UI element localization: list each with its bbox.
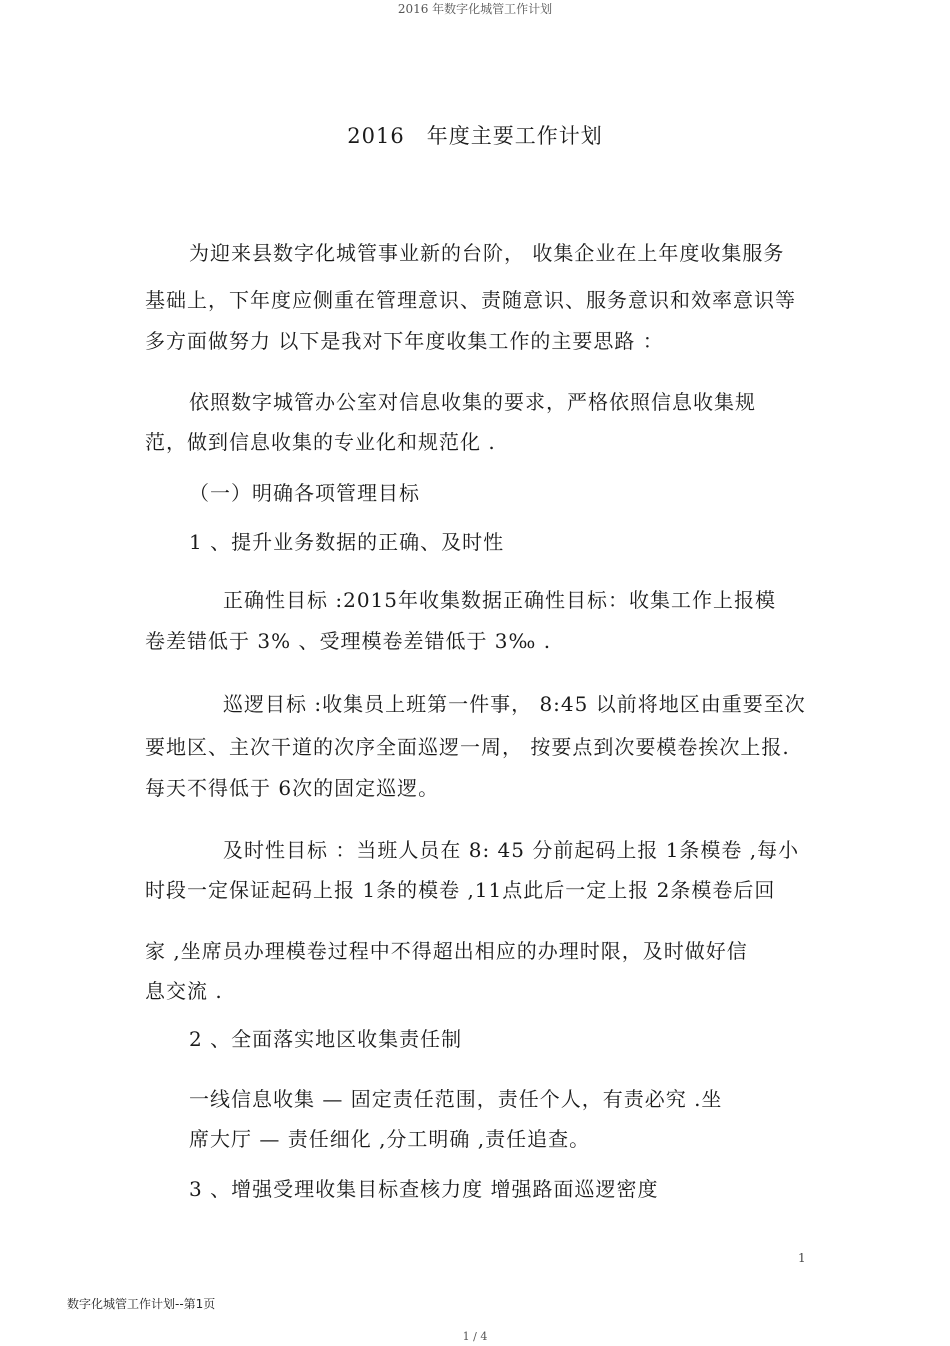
document-title: 2016 年度主要工作计划 bbox=[347, 124, 603, 148]
paragraph-line: 卷差错低于 3% 、受理模卷差错低于 3‰ . bbox=[145, 629, 552, 653]
paragraph-line: 范，做到信息收集的专业化和规范化 . bbox=[145, 430, 496, 454]
page-number: 1 bbox=[798, 1251, 806, 1265]
paragraph-line: 席大厅 — 责任细化 ,分工明确 ,责任追查。 bbox=[189, 1127, 591, 1151]
paragraph-line: 每天不得低于 6次的固定巡逻。 bbox=[145, 776, 440, 800]
running-header: 2016 年数字化城管工作计划 bbox=[397, 2, 553, 16]
pagination-indicator: 1 / 4 bbox=[462, 1330, 488, 1343]
paragraph-line: 要地区、主次干道的次序全面巡逻一周， 按要点到次要模卷挨次上报. bbox=[145, 735, 790, 759]
subsection-heading: 1 、提升业务数据的正确、及时性 bbox=[189, 530, 505, 554]
footer-label: 数字化城管工作计划--第1页 bbox=[67, 1297, 216, 1311]
paragraph-line: 家 ,坐席员办理模卷过程中不得超出相应的办理时限，及时做好信 bbox=[145, 939, 748, 963]
paragraph-line: 正确性目标 :2015年收集数据正确性目标：收集工作上报模 bbox=[223, 588, 776, 612]
paragraph-line: 及时性目标 ：当班人员在 8: 45 分前起码上报 1条模卷 ,每小 bbox=[223, 838, 800, 862]
subsection-heading: 3 、增强受理收集目标查核力度 增强路面巡逻密度 bbox=[189, 1177, 659, 1201]
paragraph-line: 巡逻目标 :收集员上班第一件事， 8:45 以前将地区由重要至次 bbox=[223, 692, 806, 716]
paragraph-line: 为迎来县数字化城管事业新的台阶， 收集企业在上年度收集服务 bbox=[189, 241, 785, 265]
paragraph-line: 息交流 . bbox=[145, 979, 223, 1003]
section-heading: （一）明确各项管理目标 bbox=[189, 481, 420, 505]
paragraph-line: 基础上，下年度应侧重在管理意识、责随意识、服务意识和效率意识等 bbox=[145, 288, 796, 312]
subsection-heading: 2 、全面落实地区收集责任制 bbox=[189, 1027, 463, 1051]
paragraph-line: 依照数字城管办公室对信息收集的要求，严格依照信息收集规 bbox=[189, 390, 756, 414]
paragraph-line: 一线信息收集 — 固定责任范围，责任个人，有责必究 .坐 bbox=[189, 1087, 723, 1111]
paragraph-line: 时段一定保证起码上报 1条的模卷 ,11点此后一定上报 2条模卷后回 bbox=[145, 878, 776, 902]
paragraph-line: 多方面做努力 以下是我对下年度收集工作的主要思路 ： bbox=[145, 329, 664, 353]
